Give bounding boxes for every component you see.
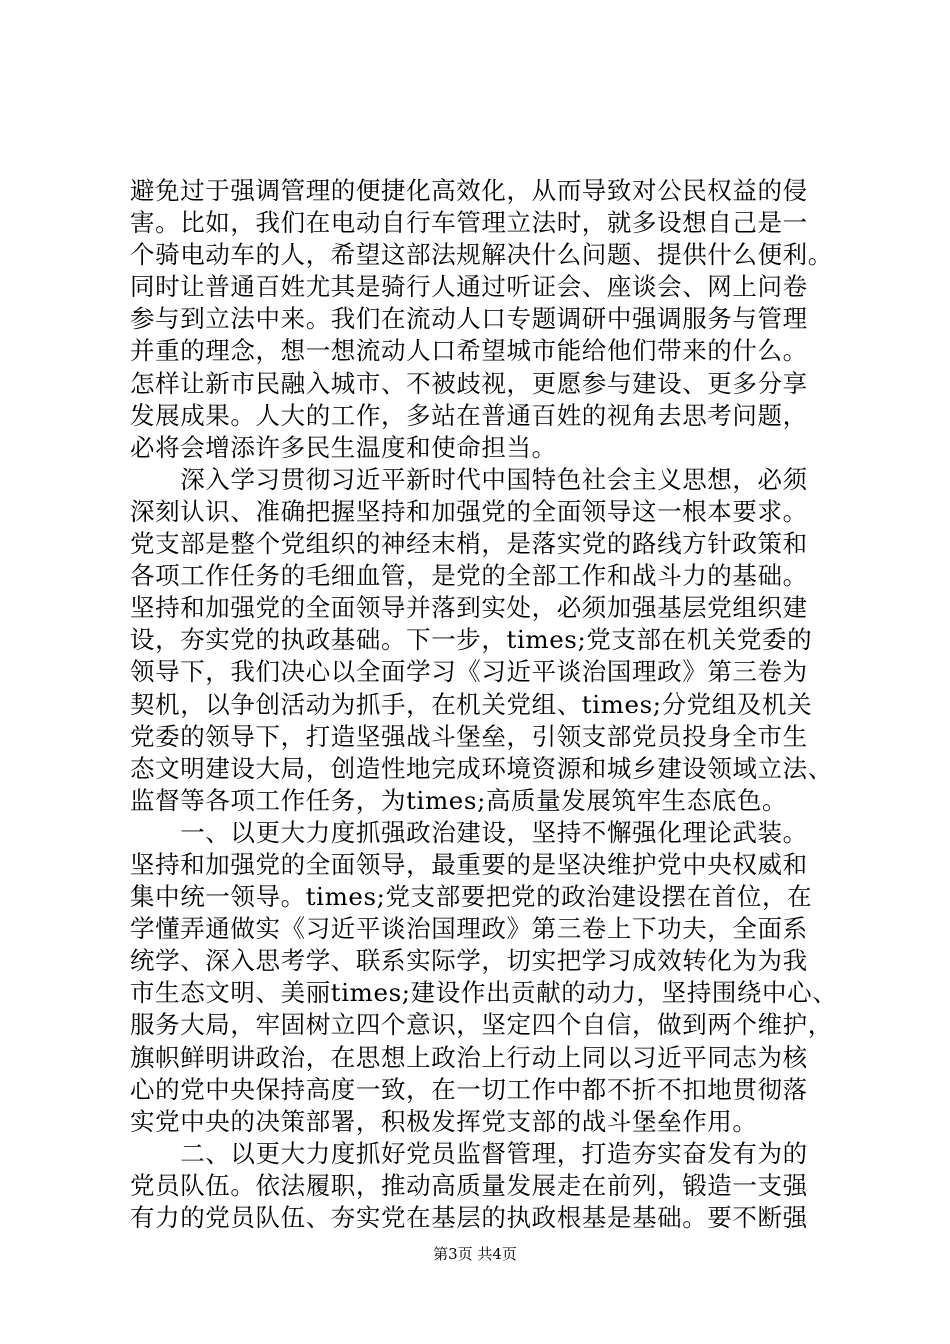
text-line: 党委的领导下，打造坚强战斗堡垒，引领支部党员投身全市生: [130, 721, 808, 751]
text-line: 实党中央的决策部署，积极发挥党支部的战斗堡垒作用。: [130, 1106, 758, 1136]
text-line: 契机，以争创活动为抓手，在机关党组、times;分党组及机关: [130, 689, 813, 719]
text-line: 党支部是整个党组织的神经末梢，是落实党的路线方针政策和: [130, 529, 808, 559]
text-line: 避免过于强调管理的便捷化高效化，从而导致对公民权益的侵: [130, 176, 808, 205]
text-line: 监督等各项工作任务，为times;高质量发展筑牢生态底色。: [130, 785, 788, 815]
text-line: 学懂弄通做实《习近平谈治国理政》第三卷上下功夫，全面系: [130, 914, 808, 944]
text-line: 党员队伍。依法履职，推动高质量发展走在前列，锻造一支强: [130, 1170, 808, 1200]
text-line: 旗帜鲜明讲政治，在思想上政治上行动上同以习近平同志为核: [130, 1042, 808, 1072]
text-line: 有力的党员队伍、夯实党在基层的执政根基是基础。要不断强: [130, 1203, 808, 1232]
text-line: 坚持和加强党的全面领导，最重要的是坚决维护党中央权威和: [130, 849, 808, 879]
text-line: 深刻认识、准确把握坚持和加强党的全面领导这一根本要求。: [130, 496, 808, 526]
text-line: 集中统一领导。times;党支部要把党的政治建设摆在首位，在: [130, 882, 813, 912]
text-line: 同时让普通百姓尤其是骑行人通过听证会、座谈会、网上问卷: [130, 272, 808, 302]
text-line: 设，夯实党的执政基础。下一步，times;党支部在机关党委的: [130, 625, 813, 655]
document-body: [130, 175, 850, 1234]
text-line: 市生态文明、美丽times;建设作出贡献的动力，坚持围绕中心、: [130, 978, 838, 1008]
text-line: 必将会增添许多民生温度和使命担当。: [130, 432, 557, 462]
text-line: 怎样让新市民融入城市、不被歧视，更愿参与建设、更多分享: [130, 368, 808, 398]
text-line: 一、以更大力度抓强政治建设，坚持不懈强化理论武装。: [130, 817, 808, 847]
page-number-label: 第3页 共4页: [433, 1245, 517, 1263]
text-line: 害。比如，我们在电动自行车管理立法时，就多设想自己是一: [130, 208, 808, 238]
page-footer: [0, 1244, 950, 1264]
text-line: 领导下，我们决心以全面学习《习近平谈治国理政》第三卷为: [130, 657, 808, 687]
text-line: 发展成果。人大的工作，多站在普通百姓的视角去思考问题，: [130, 400, 808, 430]
text-line: 统学、深入思考学、联系实际学，切实把学习成效转化为为我: [130, 946, 808, 976]
text-line: 坚持和加强党的全面领导并落到实处，必须加强基层党组织建: [130, 593, 808, 623]
text-line: 服务大局，牢固树立四个意识，坚定四个自信，做到两个维护，: [130, 1010, 833, 1040]
text-line: 各项工作任务的毛细血管，是党的全部工作和战斗力的基础。: [130, 561, 808, 591]
text-line: 二、以更大力度抓好党员监督管理，打造夯实奋发有为的: [130, 1138, 808, 1168]
text-line: 并重的理念，想一想流动人口希望城市能给他们带来的什么。: [130, 336, 808, 366]
text-line: 心的党中央保持高度一致，在一切工作中都不折不扣地贯彻落: [130, 1074, 808, 1104]
text-line: 深入学习贯彻习近平新时代中国特色社会主义思想，必须: [130, 464, 808, 494]
text-line: 态文明建设大局，创造性地完成环境资源和城乡建设领域立法、: [130, 753, 833, 783]
text-line: 参与到立法中来。我们在流动人口专题调研中强调服务与管理: [130, 304, 808, 334]
text-line: 个骑电动车的人，希望这部法规解决什么问题、提供什么便利。: [130, 240, 833, 270]
